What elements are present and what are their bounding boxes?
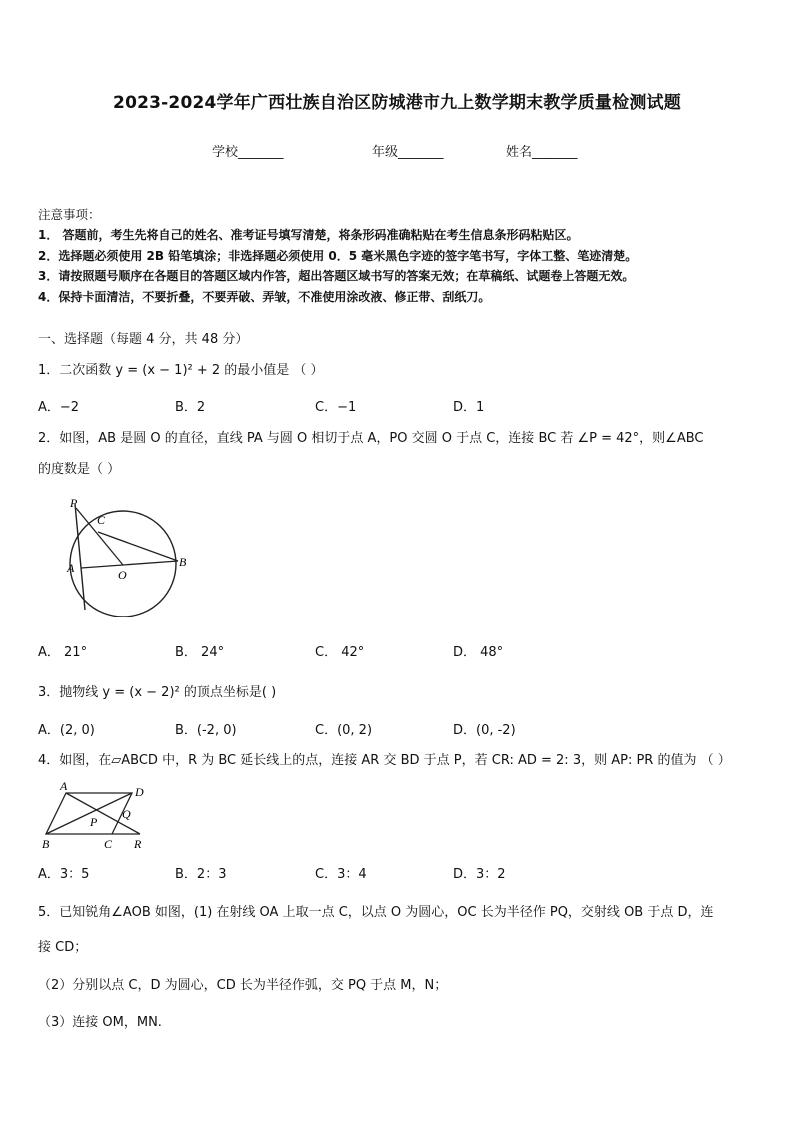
- name-field: 姓名_______: [506, 145, 578, 160]
- q4-option-c: C．3：4: [315, 867, 367, 882]
- q3-option-b: B．(-2, 0): [175, 723, 237, 738]
- q3-option-d: D．(0, -2): [453, 723, 516, 738]
- note-item: 4．保持卡面清洁，不要折叠，不要弄破、弄皱，不准使用涂改液、修正带、刮纸刀。: [38, 290, 491, 304]
- label-o: O: [118, 568, 127, 582]
- question-3: 3．抛物线 y = (x − 2)² 的顶点坐标是( ): [38, 685, 277, 700]
- q4-option-b: B．2：3: [175, 867, 227, 882]
- question-5-step-3: （3）连接 OM，MN.: [38, 1015, 162, 1030]
- q3-option-c: C．(0, 2): [315, 723, 373, 738]
- q1-option-c: C．−1: [315, 400, 357, 415]
- question-5-line-1: 5．已知锐角∠AOB 如图，(1) 在射线 OA 上取一点 C，以点 O 为圆心，OC 长为半径作 PQ，交射线 OB 于点 D，连: [38, 905, 714, 920]
- school-field: 学校_______: [212, 145, 284, 160]
- parallelogram-figure: [38, 776, 156, 850]
- q3-option-a: A．(2, 0): [38, 723, 95, 738]
- exam-title: 2023-2024学年广西壮族自治区防城港市九上数学期末教学质量检测试题: [113, 93, 681, 113]
- note-item: 1． 答题前，考生先将自己的姓名、准考证号填写清楚，将条形码准确粘贴在考生信息条形码粘贴区。: [38, 228, 579, 242]
- note-item: 3．请按照题号顺序在各题目的答题区域内作答，超出答题区域书写的答案无效；在草稿纸、试题卷上答题无效。: [38, 269, 635, 283]
- label-b: B: [42, 837, 50, 850]
- grade-field: 年级_______: [372, 145, 444, 160]
- circle-tangent-figure: [55, 492, 200, 617]
- q1-option-a: A．−2: [38, 400, 80, 415]
- note-item: 2．选择题必须使用 2B 铅笔填涂；非选择题必须使用 0．5 毫米黑色字迹的签字笔书写，字体工整、笔迹清楚。: [38, 249, 638, 263]
- diameter-ab: [81, 561, 178, 568]
- label-c: C: [104, 837, 113, 850]
- segment-cb: [98, 532, 178, 561]
- question-1: 1．二次函数 y = (x − 1)² + 2 的最小值是 （ ）: [38, 363, 324, 378]
- section-heading: 一、选择题（每题 4 分，共 48 分）: [38, 332, 249, 347]
- q2-option-c: C． 42°: [315, 645, 365, 660]
- label-b: B: [179, 555, 187, 569]
- label-q: Q: [122, 807, 131, 821]
- q1-option-b: B．2: [175, 400, 206, 415]
- question-5-step-2: （2）分别以点 C，D 为圆心，CD 长为半径作弧，交 PQ 于点 M，N；: [38, 978, 448, 993]
- q1-option-d: D．1: [453, 400, 485, 415]
- q2-option-d: D． 48°: [453, 645, 504, 660]
- q4-option-a: A．3：5: [38, 867, 90, 882]
- diagonal-bd: [46, 793, 132, 834]
- question-4: 4．如图，在▱ABCD 中，R 为 BC 延长线上的点，连接 AR 交 BD 于点 P，若 CR: AD = 2: 3，则 AP: PR 的值为 （ ）: [38, 753, 731, 768]
- label-a: A: [60, 779, 68, 793]
- question-2-line-1: 2．如图，AB 是圆 O 的直径，直线 PA 与圆 O 相切于点 A，PO 交圆 O 于点 C，连接 BC 若 ∠P = 42°，则∠ABC: [38, 431, 704, 446]
- q4-option-d: D．3：2: [453, 867, 506, 882]
- q2-option-b: B． 24°: [175, 645, 225, 660]
- label-d: D: [135, 785, 144, 799]
- question-2-line-2: 的度数是（ ）: [38, 462, 121, 477]
- label-p: P: [70, 496, 78, 510]
- q2-option-a: A． 21°: [38, 645, 88, 660]
- label-a: A: [67, 561, 75, 575]
- question-5-line-2: 接 CD；: [38, 940, 88, 955]
- label-c: C: [97, 513, 106, 527]
- notes-heading: 注意事项：: [38, 207, 101, 222]
- label-p: P: [90, 815, 98, 829]
- label-r: R: [134, 837, 142, 850]
